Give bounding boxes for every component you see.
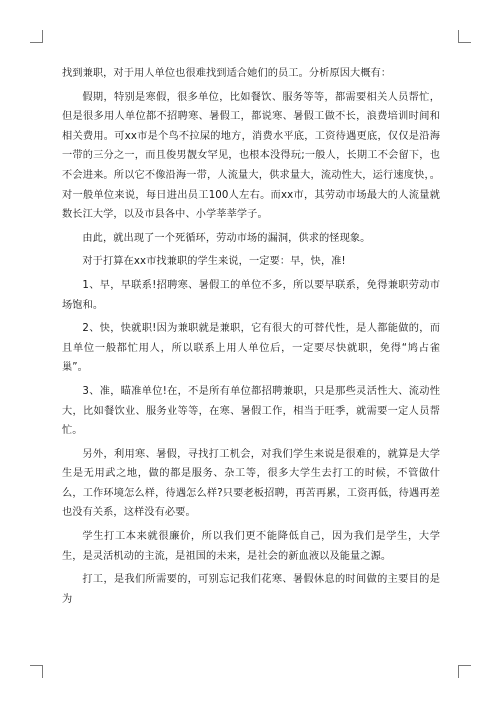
paragraph-5: 1、早，早联系!招聘寒、暑假工的单位不多，所以要早联系，免得兼职劳动市场饱和。 bbox=[62, 279, 440, 311]
crop-mark-top-left bbox=[30, 30, 43, 43]
paragraph-8: 另外，利用寒、暑假，寻找打工机会，对我们学生来说是很难的，就算是大学生是无用武之地，做的都是服务、杂工等，很多大学生去打工的时候，不管做什么，工作环境怎么样，待遇怎么样?只要老板招聘，再苦再累，工资再低，待遇再差也没有关系，这样没有必要。 bbox=[62, 448, 440, 519]
crop-mark-bottom-right bbox=[458, 665, 471, 678]
paragraph-1: 找到兼职，对于用人单位也很难找到适合她们的员工。分析原因大概有： bbox=[62, 68, 392, 79]
paragraph-2: 假期，特别是寒假，很多单位，比如餐饮、服务等等，都需要相关人员帮忙，但是很多用人单位都不招聘寒、暑假工，都说寒、暑假工做不长，浪费培训时间和相关费用。可xx市是个鸟不拉屎的地方，消费水平底，工资待遇更底，仅仅是沿海一带的三分之一，而且俊男靓女罕见，也根本没得玩;一般人，长期工不会留下，也不会进来。所以它不像沿海一带，人流量大，供求量大，流动性大，运行速度快，。对一般单位来说，每日进出员工100人左右。而xx市，其劳动市场最大的人流量就数长江大学，以及市县各中、小学莘莘学子。 bbox=[62, 91, 440, 221]
paragraph-9: 学生打工本来就很廉价，所以我们更不能降低自己，因为我们是学生，大学生，是灵活机动的主流，是祖国的未来，是社会的新血液以及能量之源。 bbox=[62, 531, 440, 562]
paragraph-7: 3、准，瞄准单位!在，不是所有单位都招聘兼职，只是那些灵活性大、流动性大，比如餐饮业、服务业等等，在寒、暑假工作，相当于旺季，就需要一定人员帮忙。 bbox=[62, 385, 440, 437]
paragraph-4: 对于打算在xx市找兼职的学生来说，一定要：早，快，准! bbox=[82, 256, 346, 268]
crop-mark-top-right bbox=[458, 30, 471, 43]
paragraph-10: 打工，是我们所需要的，可别忘记我们花寒、暑假休息的时间做的主要目的是为 bbox=[62, 574, 440, 605]
crop-mark-bottom-left bbox=[30, 665, 43, 678]
document-body bbox=[62, 64, 440, 613]
paragraph-6: 2、快，快就职!因为兼职就是兼职，它有很大的可替代性，是人都能做的，而且单位一般都忙用人，所以联系上用人单位后，一定要尽快就职，免得“鸠占雀巢”。 bbox=[62, 323, 440, 374]
paragraph-3: 由此，就出现了一个死循环，劳动市场的漏洞，供求的怪现象。 bbox=[82, 232, 371, 244]
